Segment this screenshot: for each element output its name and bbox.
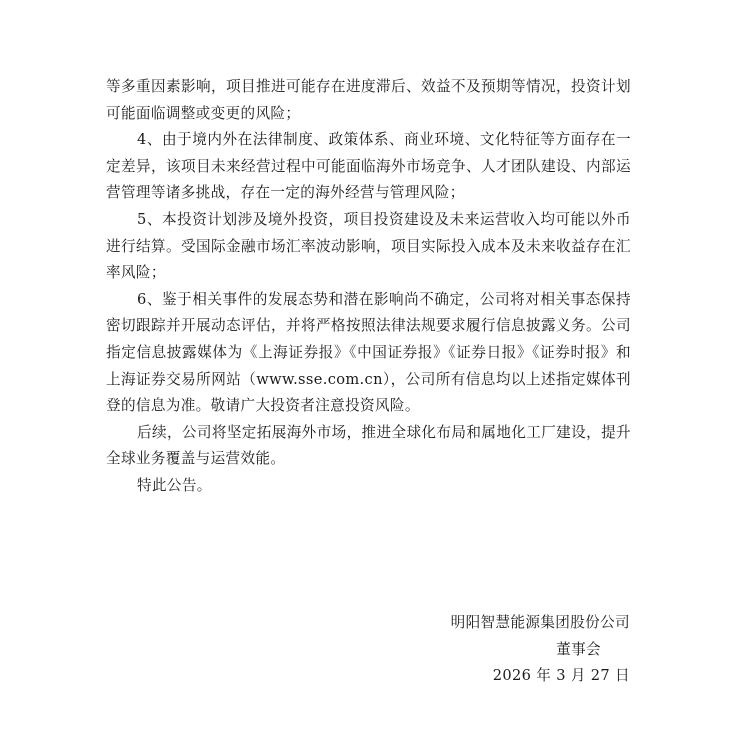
signature-company: 明阳智慧能源集团股份公司 [450, 614, 630, 631]
paragraph-risk-3-continued: 等多重因素影响，项目推进可能存在进度滞后、效益不及预期等情况，投资计划可能面临调整或变更的风险； [106, 78, 631, 122]
paragraph-risk-4: 4、由于境内外在法律制度、政策体系、商业环境、文化特征等方面存在一定差异，该项目未来经营过程中可能面临海外市场竞争、人才团队建设、内部运营管理等诸多挑战，存在一定的海外经营与管理风险； [106, 131, 631, 202]
announcement-body [106, 74, 631, 500]
paragraph-risk-5: 5、本投资计划涉及境外投资，项目投资建设及未来运营收入均可能以外币进行结算。受国际金融市场汇率波动影响，项目实际投入成本及未来收益存在汇率风险； [106, 210, 631, 282]
paragraph-risk-6: 6、鉴于相关事件的发展态势和潜在影响尚不确定，公司将对相关事态保持密切跟踪并开展动态评估，并将严格按照法律法规要求履行信息披露义务。公司指定信息披露媒体为《上海证券报》《中国证券报》《证券日报》《证券时报》和上海证券交易所网站（www.sse.com.cn），公司所有信息均以上述指定媒体刊登的信息为准。敬请广大投资者注意投资风险。 [106, 290, 631, 415]
paragraph-closing: 特此公告。 [137, 476, 212, 494]
signature-block [451, 610, 630, 690]
paragraph-follow-up: 后续，公司将坚定拓展海外市场，推进全球化布局和属地化工厂建设，提升全球业务覆盖与运营效能。 [106, 423, 631, 468]
signature-department: 董事会 [556, 640, 601, 658]
signature-date: 2026 年 3 月 27 日 [492, 667, 630, 685]
